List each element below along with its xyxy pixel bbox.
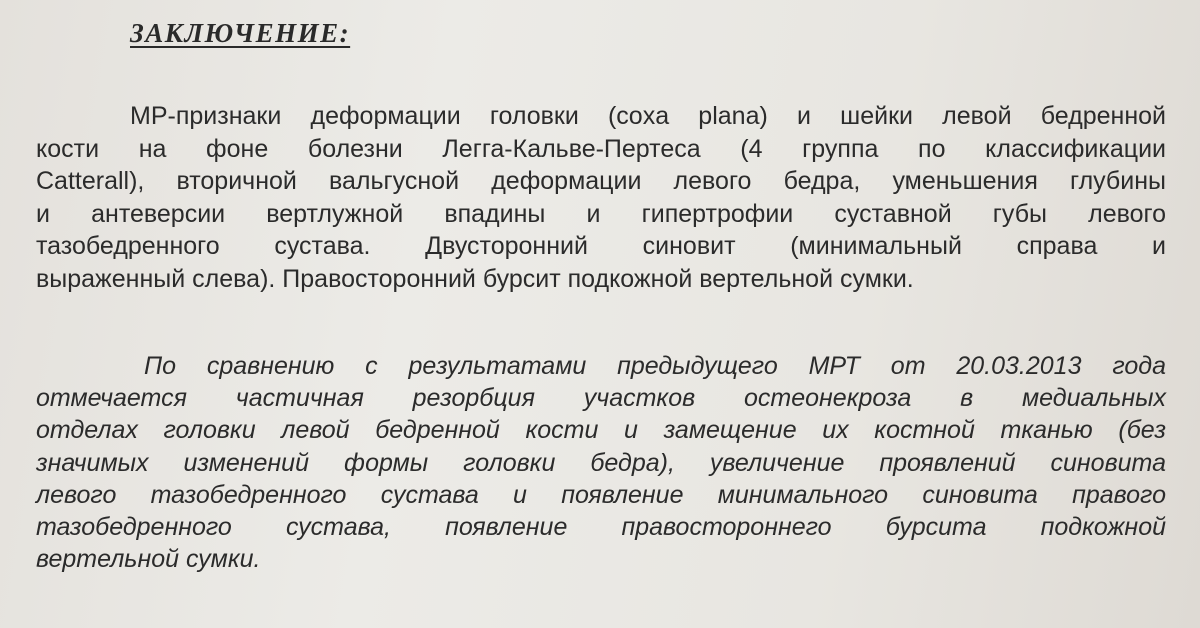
text-line: отделах головки левой бедренной кости и замещение их костной тканью (без (36, 416, 1166, 445)
text-line: кости на фоне болезни Легга-Кальве-Пертеса (4 группа по классификации (36, 134, 1166, 163)
text-line: вертельной сумки. (36, 545, 261, 574)
conclusion-heading: ЗАКЛЮЧЕНИЕ: (130, 18, 351, 48)
conclusion-paragraph-findings (36, 100, 1166, 295)
text-line: По сравнению с результатами предыдущего МРТ от 20.03.2013 года (144, 352, 1166, 380)
text-line: тазобедренного сустава, появление правостороннего бурсита подкожной (36, 512, 1166, 541)
text-line: левого тазобедренного сустава и появление минимального синовита правого (36, 480, 1166, 509)
text-line: тазобедренного сустава. Двусторонний синовит (минимальный справа и (36, 232, 1166, 260)
conclusion-paragraph-comparison (36, 350, 1166, 575)
text-line: и антеверсии вертлужной впадины и гипертрофии суставной губы левого (36, 199, 1166, 228)
text-line: значимых изменений формы головки бедра), увеличение проявлений синовита (36, 448, 1166, 477)
text-line: выраженный слева). Правосторонний бурсит подкожной вертельной сумки. (36, 264, 914, 293)
text-line: МР-признаки деформации головки (coxa plana) и шейки левой бедренной (130, 102, 1166, 130)
text-line: Catterall), вторичной вальгусной деформации левого бедра, уменьшения глубины (36, 167, 1166, 195)
text-line: отмечается частичная резорбция участков остеонекроза в медиальных (36, 384, 1166, 413)
